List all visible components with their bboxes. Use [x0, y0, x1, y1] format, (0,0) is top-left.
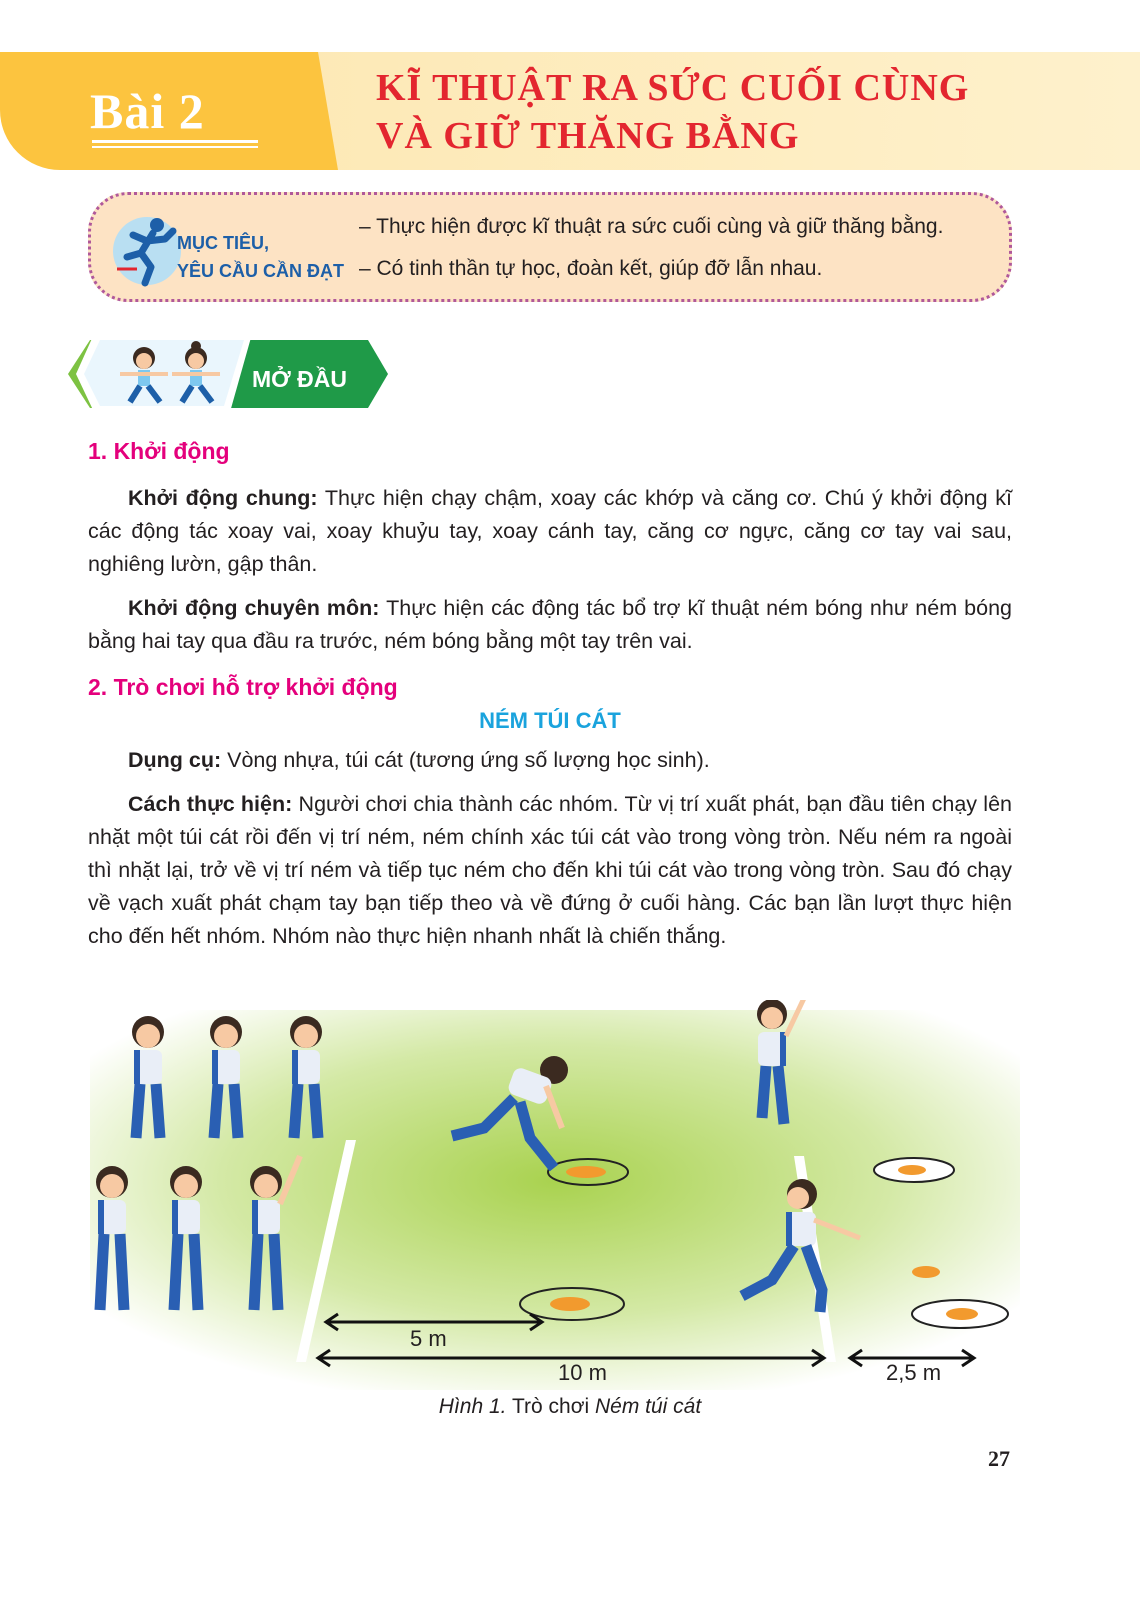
section-label: MỞ ĐẦU [252, 366, 347, 392]
hoop-with-sandbag [874, 1158, 954, 1182]
runner-icon [107, 209, 185, 289]
lesson-title-line-2: VÀ GIỮ THĂNG BẰNG [376, 115, 800, 157]
game-method-text: Người chơi chia thành các nhóm. Từ vị trí xuất phát, bạn đầu tiên chạy lên nhặt một túi cát rồi đến vị trí ném, ném chính xác túi cát vào trong vòng tròn. Nếu ném ra ngoài thì nhặt lại, trở về vị trí ném và tiếp tục ném cho đến khi túi cát vào trong vòng tròn. Sau đó chạy về vạch xuất phát chạm tay bạn tiếp theo và về đứng ở cuối hàng. Các bạn lần lượt thực hiện cho đến hết nhóm. Nhóm nào thực hiện nhanh nhất là chiến thắng. [88, 792, 1012, 948]
dimension-2-5m-label: 2,5 m [886, 1360, 942, 1385]
lesson-underline-2 [92, 146, 258, 148]
caption-italic: Ném túi cát [594, 1395, 702, 1418]
warmup-special-label: Khởi động chuyên môn: [128, 596, 380, 620]
game-illustration [90, 1000, 1020, 1392]
hoop-with-sandbag [912, 1300, 1008, 1328]
objective-item: – Thực hiện được kĩ thuật ra sức cuối cùng và giữ thăng bằng. [359, 215, 944, 238]
game-method-paragraph [88, 788, 1012, 953]
warmup-special-text: Thực hiện các động tác bổ trợ kĩ thuật ném bóng như ném bóng bằng hai tay qua đầu ra trước, ném bóng bằng một tay trên vai. [88, 596, 1012, 653]
objectives-label [177, 229, 344, 285]
warmup-general-paragraph [88, 482, 1012, 581]
caption-middle: Trò chơi [506, 1395, 595, 1418]
objectives-label-line-2: YÊU CẦU CẦN ĐẠT [177, 261, 345, 281]
objectives-box [88, 192, 1012, 302]
dimension-5m-label: 5 m [410, 1326, 447, 1351]
game-equipment-label: Dụng cụ: [128, 748, 222, 772]
caption-prefix: Hình 1. [438, 1395, 507, 1418]
page-number: 27 [988, 1446, 1010, 1471]
lesson-number: Bài 2 [90, 83, 205, 139]
figure-caption [0, 1395, 1140, 1419]
warmup-general-label: Khởi động chung: [128, 486, 318, 510]
warmup-heading: 1. Khởi động [88, 438, 230, 464]
game-equipment-paragraph [88, 744, 1012, 777]
warmup-special-paragraph [88, 592, 1012, 658]
lesson-header [0, 52, 1140, 170]
warmup-general-text: Thực hiện chạy chậm, xoay các khớp và căng cơ. Chú ý khởi động kĩ các động tác xoay vai, xoay khuỷu tay, xoay cánh tay, căng cơ ngực, căng cơ tay vai sau, nghiêng lườn, gập thân. [88, 486, 1013, 576]
game-method-label: Cách thực hiện: [128, 792, 293, 816]
objectives-label-line-1: MỤC TIÊU, [177, 233, 269, 253]
dimension-10m-label: 10 m [558, 1360, 607, 1385]
game-title: NÉM TÚI CÁT [479, 708, 621, 733]
objective-item: – Có tinh thần tự học, đoàn kết, giúp đỡ lẫn nhau. [359, 257, 823, 280]
game-heading: 2. Trò chơi hỗ trợ khởi động [88, 674, 398, 700]
game-equipment-text: Vòng nhựa, túi cát (tương ứng số lượng học sinh). [221, 748, 710, 772]
lesson-title-line-1: KĨ THUẬT RA SỨC CUỐI CÙNG [376, 67, 970, 109]
lesson-underline [92, 140, 258, 143]
flying-sandbag [912, 1266, 940, 1278]
